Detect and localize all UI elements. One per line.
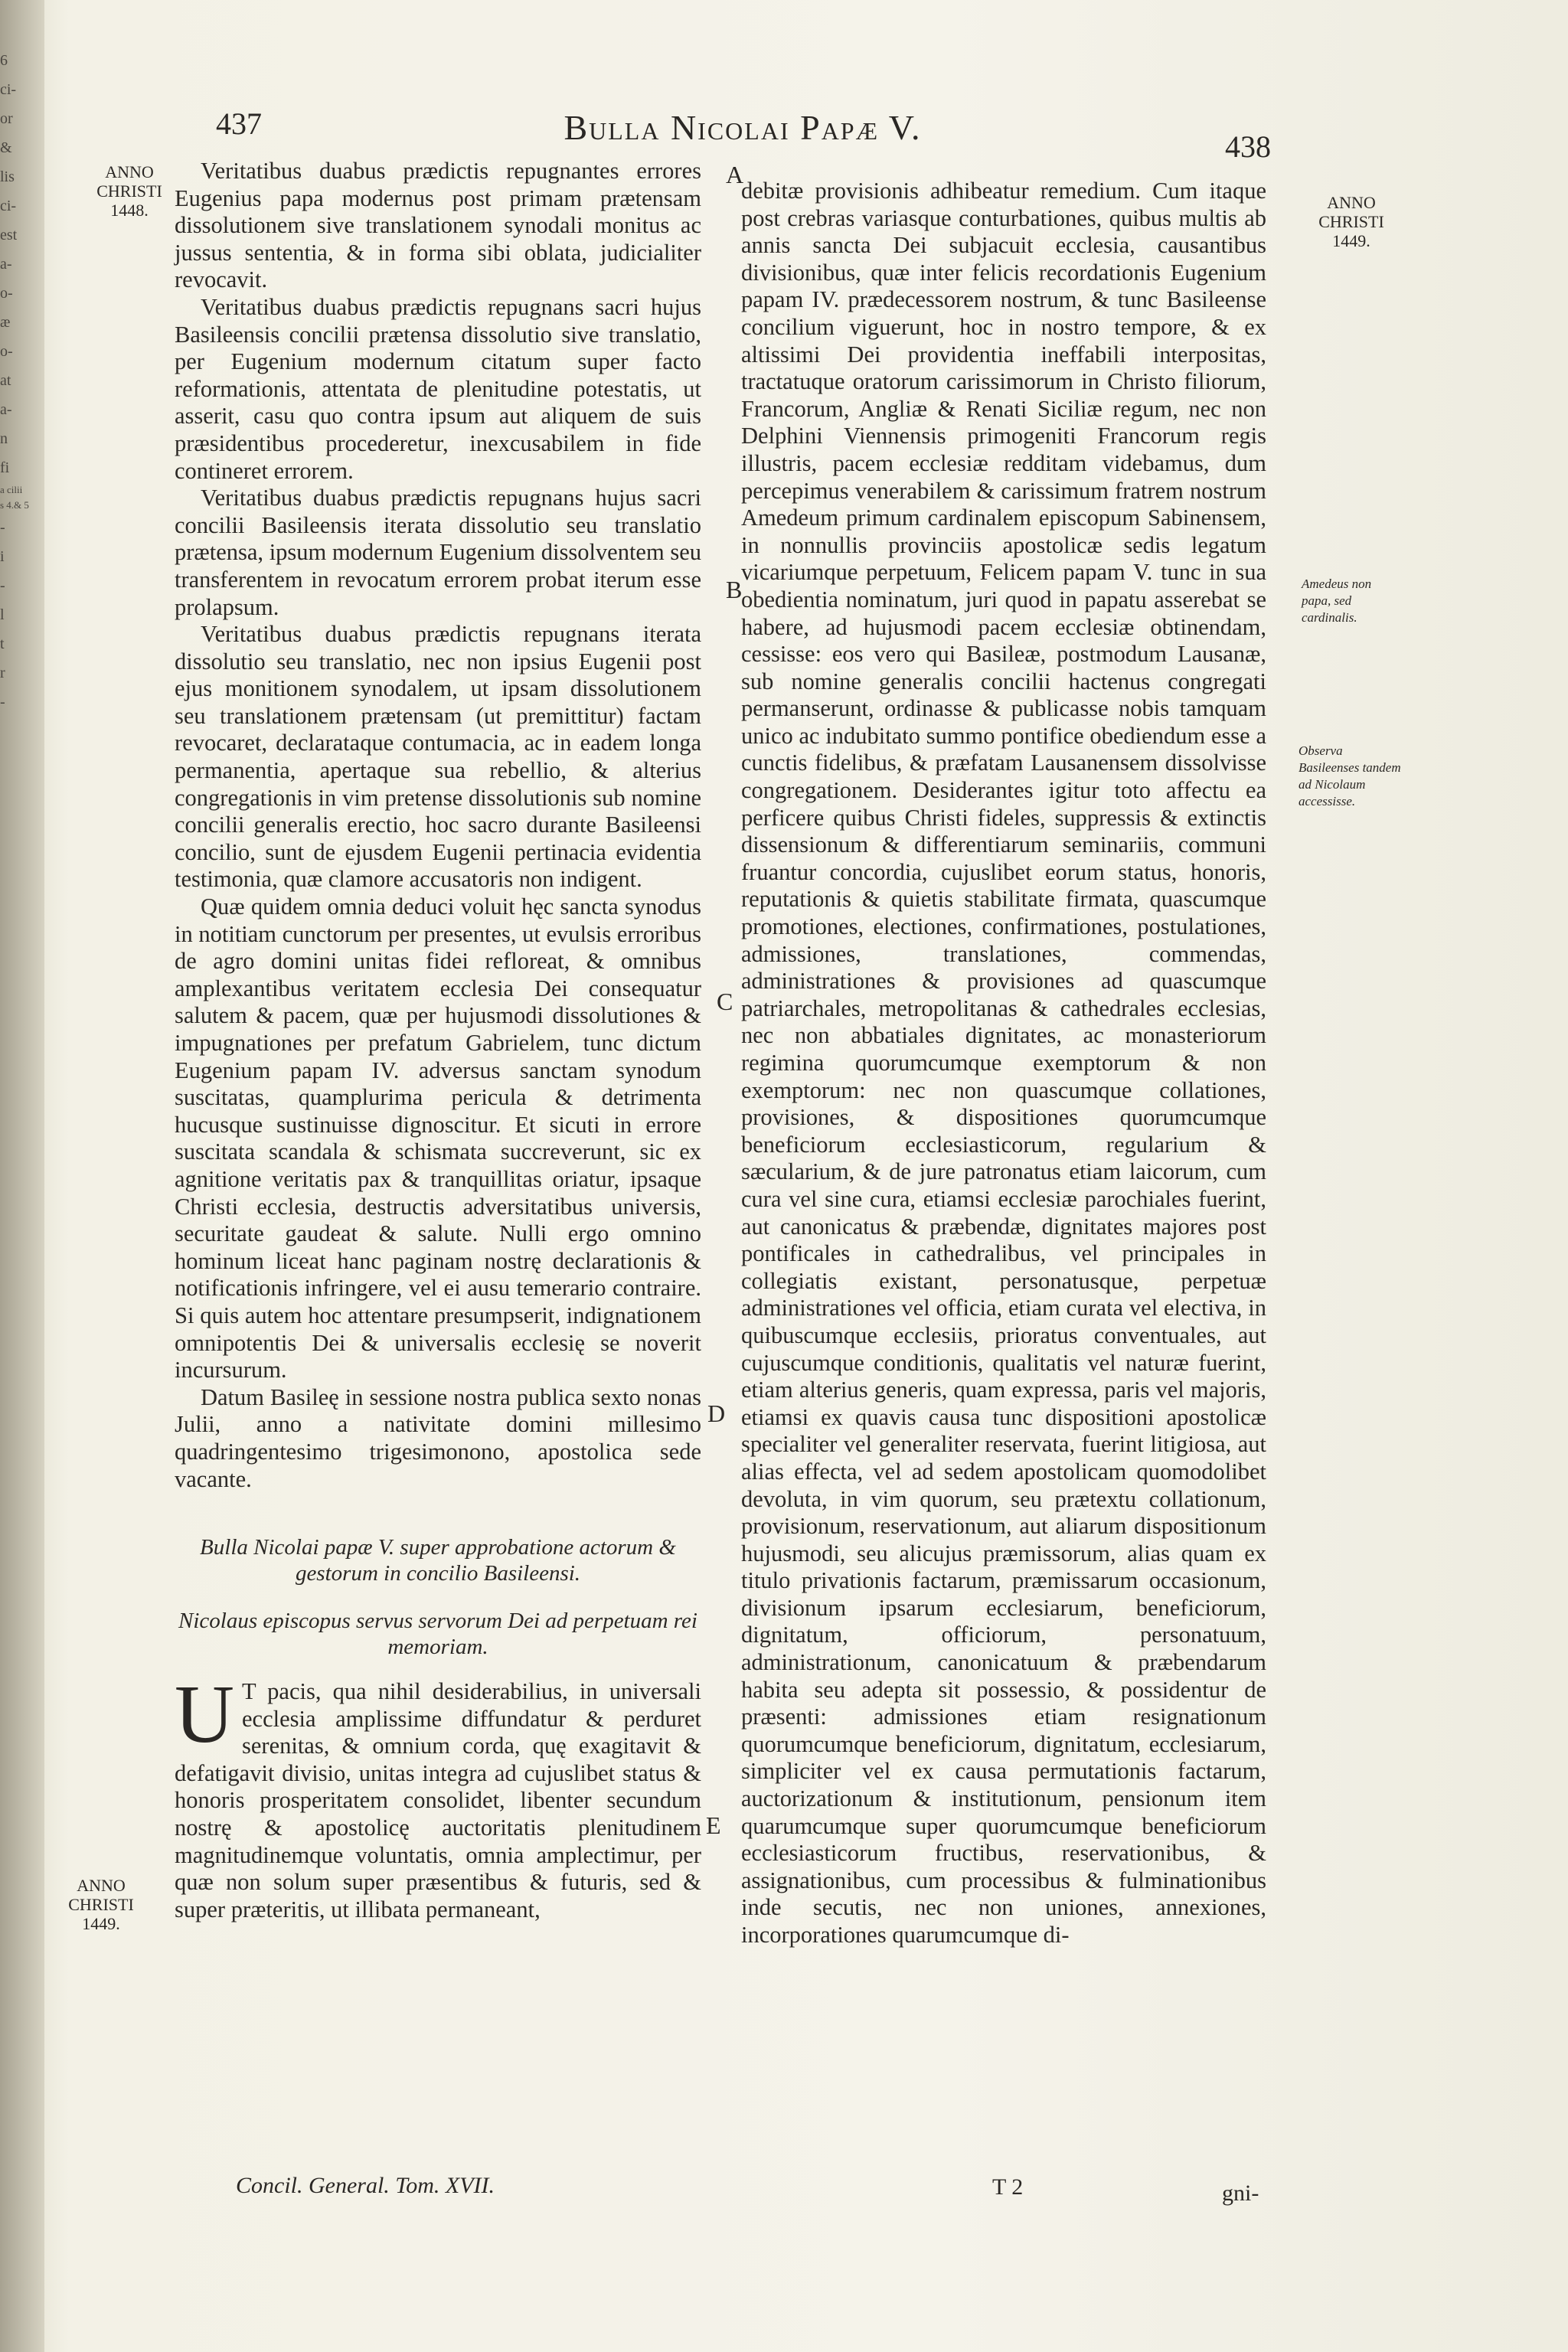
- margin-year-1449-right: ANNO CHRISTI 1449.: [1318, 193, 1384, 250]
- edge-text: n: [0, 430, 8, 447]
- edge-text: -: [0, 694, 5, 710]
- edge-text: s 4.& 5: [0, 499, 29, 511]
- edge-text: t: [0, 635, 5, 652]
- left-page-number: 437: [216, 106, 262, 141]
- bulla-title: Bulla Nicolai papæ V. super approbatione actorum & gestorum in concilio Basileensi.: [200, 1535, 676, 1586]
- bulla-salutation: Nicolaus episcopus servus servorum Dei ad perpetuam rei memoriam.: [178, 1609, 697, 1660]
- edge-text: 6: [0, 52, 8, 69]
- paragraph: Veritatibus duabus prædictis repugnans sacri hujus Basileensis concilii prætensa dissolutio sive translatio, per Eugenium modernum citatum super facto reformationis, attentata de plenitudine potestatis, ut asserit, casu quo contra ipsum aut aliquem de suis præsidentibus procederetur, inexcusabilem in fide contineret errorem.: [175, 293, 701, 484]
- footer-signature-left: Concil. General. Tom. XVII.: [236, 2173, 495, 2198]
- left-text-column: [175, 158, 701, 1923]
- edge-text: a-: [0, 401, 12, 418]
- right-page-number: 438: [1225, 129, 1271, 164]
- section-letter-a: A: [726, 161, 744, 188]
- catchword: gni-: [1222, 2180, 1259, 2206]
- edge-text: -: [0, 577, 5, 594]
- edge-text: a cilii: [0, 484, 23, 495]
- paragraph: Veritatibus duabus prædictis repugnans iterata dissolutio seu translatio, nec non ipsius Eugenii post ejus monitionem synodalem, ut ipsam dissolutionem seu translationem prætensam (ut premittitur) factam revocaret, declarataque contumacia, ac in eadem longa permanentia, apertaque sua rebellio, & alterius congregationis in vim pretense dissolutionis sub nomine concilii generalis erectio, hoc sacro durante Basileensi concilio, sunt de ejusdem Eugenii pertinacia evidentia testimonia, quæ clamore accusatoris non indigent.: [175, 621, 701, 893]
- section-letter-c: C: [717, 988, 733, 1015]
- margin-note-observa: Observa Basileenses tandem ad Nicolaum accessisse.: [1298, 743, 1401, 808]
- paragraph: Veritatibus duabus prædictis repugnans hujus sacri concilii Basileensis iterata dissolutio seu translatio prætensa, ipsum modernum Eugenium dissolventem seu transferentem in revocatum errorem probat iterum esse prolapsum.: [175, 485, 701, 620]
- edge-text: &: [0, 139, 12, 156]
- right-text-column: [741, 178, 1266, 1949]
- edge-text: -: [0, 519, 5, 536]
- edge-text: at: [0, 372, 11, 389]
- edge-text: ci-: [0, 81, 17, 98]
- edge-text: r: [0, 665, 5, 681]
- paragraph-text: T pacis, qua nihil desiderabilius, in universali ecclesia amplissime diffundatur & perduret serenitas, & omnium corda, quę exagitavit & defatigavit divisio, unitas integra ad cujuslibet status & honoris prosperitatem consolidet, libenter secundum nostrę & apostolicę auctoritatis plenitudinem magnitudinemque voluntatis, omnia amplectimur, per quæ non solum super præsentibus & futuris, sed & super præteritis, ut illibata permaneant,: [175, 1678, 701, 1922]
- paragraph: Datum Basileę in sessione nostra publica sexto nonas Julii, anno a nativitate domini millesimo quadringentesimo trigesimonono, apostolica sede vacante.: [175, 1383, 701, 1492]
- edge-text: æ: [0, 314, 11, 331]
- paragraph: Quæ quidem omnia deduci voluit hęc sancta synodus in notitiam cunctorum per presentes, ut evulsis erroribus de agro domini unitas fidei refloreat, & omnibus amplexantibus veritatem ecclesia Dei consequatur salutem & pacem, quæ per hujusmodi dissolutiones & impugnationes per prefatum Gabrielem, tunc dictum Eugenium papam IV. adversus sanctam synodum suscitatas, quamplurima pericula & detrimenta hucusque sustinuisse dignoscitur. Et sicuti in errore suscitata scandala & schismata succreverunt, sic ex agnitione veritatis pax & tranquillitas oriatur, ipsaque Christi ecclesia, destructis adversitatibus universis, securitate gaudeat & salute. Nulli ergo omnino hominum liceat hanc paginam nostrę declarationis & notificationis infringere, vel ei ausu temerario contraire. Si quis autem hoc attentare presumpserit, indignationem omnipotentis Dei & universalis ecclesię se noverit incursurum.: [175, 893, 701, 1383]
- edge-text: lis: [0, 168, 15, 185]
- bulla-opening-paragraph: [175, 1669, 701, 1923]
- paragraph: debitæ provisionis adhibeatur remedium. Cum itaque post crebras variasque conturbationes, quibus multis ab annis sancta Dei subjacuit ecclesia, causantibus divisionibus, quæ inter felicis recordationis Eugenium papam IV. prædecessorem nostrum, & tunc Basileense concilium viguerunt, hoc in nostro tempore, & ex altissimi Dei providentia ineffabili interpositas, tractatuque oratorum carissimorum in Christo filiorum, Francorum, Angliæ & Renati Siciliæ regum, nec non Delphini Viennensis primogeniti Francorum regis illustris, pacem ecclesiæ redditam videbamus, dum percepimus venerabilem & carissimum fratrem nostrum Amedeum primum cardinalem episcopum Sabinensem, in nonnullis provinciis apostolicæ sedis legatum vicariumque perpetuum, Felicem papam V. tunc in sua obedientia nominatum, juri quod in papatu asserebat se habere, ad hujusmodi pacem ecclesiæ obtinendam, cessisse: eos vero qui Basileæ, postmodum Lausanæ, sub nomine generalis concilii hactenus congregati permanserunt, ordinasse & publicasse nobis tamquam unico ac indubitato summo pontifice obediendum esse a cunctis fidelibus, & præfatam Lausanensem dissolvisse congregationem. Desiderantes igitur toto affectu ea perficere quibus Christi fideles, suppressis & extinctis dissensionum & differentiarum seminariis, communi fruantur concordia, cujuslibet eorum status, honoris, reputationis & quietis stabilitate firmata, quascumque promotiones, electiones, confirmationes, postulationes, admissiones, translationes, commendas, administrationes & provisiones ad quascumque patriarchales, metropolitanas & cathedrales ecclesias, nec non abbatiales dignitates, ac monasteriorum regimina quorumcumque exemptorum & non exemptorum: nec non quascumque collationes, provisiones, & dispositiones quorumcumque beneficiorum ecclesiasticorum, regularium & sæcularium, & de jure patronatus etiam laicorum, cum cura vel sine cura, etiamsi ecclesiæ parochiales fuerint, aut canonicatus & præbendæ, dignitates majores post pontificales in cathedralibus, vel principales in collegiatis existant, personatusque, perpetuæ administrationes vel officia, etiam curata vel electiva, in quibuscumque ecclesiis, prioratus conventuales, aut cujuscumque conditionis, qualitatis vel naturæ fuerint, etiam alterius generis, quam expressa, paris vel majoris, etiamsi ex quavis causa tunc dispositioni apostolicæ specialiter vel generaliter reservata, fuerint litigiosa, aut alias effecta, vel ad sedem apostolicam quomodolibet devoluta, in vim quorum, seu prætextu collationum, provisionum, reservationum, aut aliarum dispositionum hujusmodi, seu alicujus præmissorum, alias quam ex titulo privationis factarum, præmissarum occasionum, divisionum ipsarum ecclesiarum, beneficiorum, dignitatum, officiorum, personatuum, administrationum, canonicatuum & præbendarum habita seu adepta sit possessio, & possidentur de præsenti: admissiones etiam resignationum quorumcumque beneficiorum, dignitatum, ecclesiarum, simpliciter vel ex causa permutationis factarum, auctorizationum & institutionum, pensionum item quarumcumque super quorumcumque beneficiorum ecclesiasticorum fructibus, reservationibus, & assignationibus, cum processibus & fulminationibus inde secutis, nec non uniones, annexiones, incorporationes quarumcumque di-: [741, 178, 1266, 1948]
- section-letter-e: E: [706, 1811, 721, 1839]
- section-letter-d: D: [707, 1400, 726, 1427]
- margin-year-1448: ANNO CHRISTI 1448.: [96, 162, 162, 220]
- edge-text: a-: [0, 256, 12, 273]
- running-head: Bulla Nicolai Papæ V.: [564, 108, 922, 147]
- edge-text: fi: [0, 459, 10, 476]
- edge-text: ci-: [0, 198, 17, 214]
- section-letter-b: B: [726, 576, 743, 603]
- edge-text: i: [0, 548, 5, 565]
- paragraph: Veritatibus duabus prædictis repugnantes errores Eugenius papa modernus post primam prætensam dissolutionem sive translationem synodali monitus ac jussus sententia, & in forma sibi oblata, judicialiter revocavit.: [175, 158, 701, 293]
- edge-text: or: [0, 110, 13, 127]
- drop-cap: U: [175, 1669, 234, 1761]
- edge-text: l: [0, 606, 5, 623]
- margin-year-1449: ANNO CHRISTI 1449.: [68, 1876, 134, 1933]
- edge-text: est: [0, 227, 18, 243]
- printer-signature: T 2: [992, 2174, 1024, 2200]
- edge-text: o-: [0, 343, 13, 360]
- previous-page-edge: [0, 46, 44, 717]
- edge-text: o-: [0, 285, 13, 302]
- margin-note-amedeus: Amedeus non papa, sed cardinalis.: [1302, 577, 1372, 625]
